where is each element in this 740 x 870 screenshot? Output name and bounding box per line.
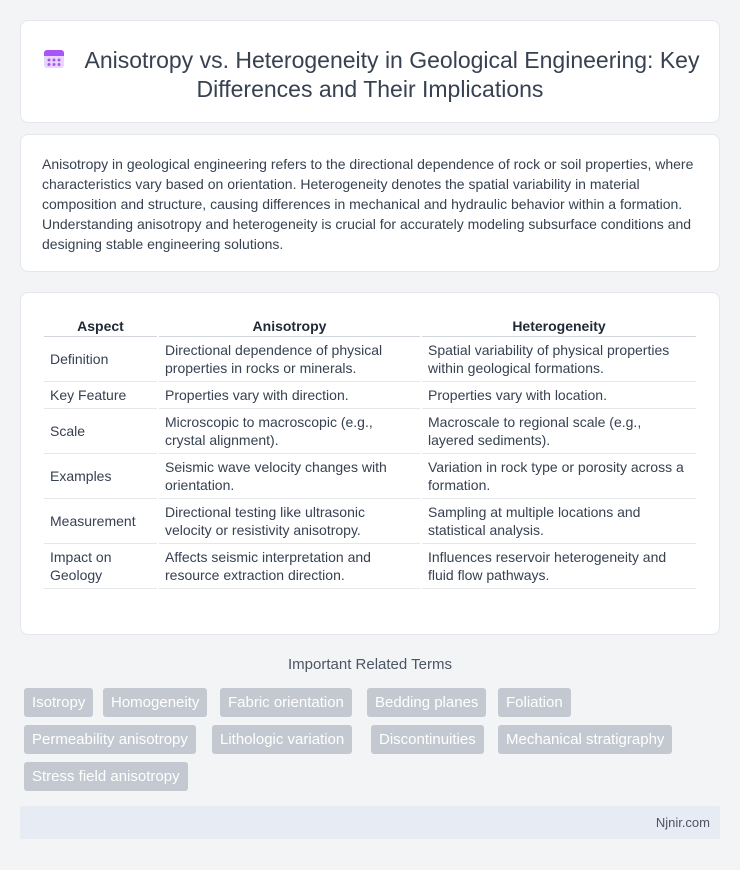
tag-fabric-orientation[interactable]: Fabric orientation <box>220 688 352 717</box>
intro-paragraph: Anisotropy in geological engineering refers to the directional dependence of rock or soil properties, where characteristics vary based on orientation. Heterogeneity denotes the spatial variability in material composition and structure, causing differences in mechanical and hydraulic behavior within a formation. Understanding anisotropy and heterogeneity is crucial for accurately modeling subsurface conditions and designing stable engineering solutions. <box>42 156 694 252</box>
table-row <box>44 337 696 382</box>
tag-bedding-planes[interactable]: Bedding planes <box>367 688 486 717</box>
table-row <box>44 544 696 589</box>
header-heterogeneity: Heterogeneity <box>422 315 696 337</box>
table-row <box>44 499 696 544</box>
tag-stress-field-anisotropy[interactable]: Stress field anisotropy <box>24 762 188 791</box>
tag-foliation[interactable]: Foliation <box>498 688 571 717</box>
table-header-row <box>44 315 696 337</box>
table-cell: Affects seismic interpretation and resource extraction direction. <box>159 544 420 589</box>
table-cell: Influences reservoir heterogeneity and fluid flow pathways. <box>422 544 696 589</box>
tag-isotropy[interactable]: Isotropy <box>24 688 93 717</box>
tag-lithologic-variation[interactable]: Lithologic variation <box>212 725 352 754</box>
tag-mechanical-stratigraphy[interactable]: Mechanical stratigraphy <box>498 725 672 754</box>
table-cell: Microscopic to macroscopic (e.g., crystal alignment). <box>159 409 420 454</box>
table-cell: Directional testing like ultrasonic velocity or resistivity anisotropy. <box>159 499 420 544</box>
table-row <box>44 409 696 454</box>
intro-card <box>20 134 720 272</box>
table-cell: Properties vary with location. <box>422 382 696 409</box>
table-cell: Key Feature <box>44 382 157 409</box>
table-row <box>44 382 696 409</box>
calendar-icon <box>41 45 67 71</box>
header-anisotropy: Anisotropy <box>159 315 420 337</box>
tag-discontinuities[interactable]: Discontinuities <box>371 725 484 754</box>
table-cell: Examples <box>44 454 157 499</box>
comparison-table-card <box>20 292 720 635</box>
related-terms-title: Important Related Terms <box>288 656 452 673</box>
table-cell: Measurement <box>44 499 157 544</box>
table-cell: Directional dependence of physical properties in rocks or minerals. <box>159 337 420 382</box>
comparison-table <box>42 315 698 589</box>
table-cell: Impact on Geology <box>44 544 157 589</box>
tag-homogeneity[interactable]: Homogeneity <box>103 688 207 717</box>
table-cell: Seismic wave velocity changes with orientation. <box>159 454 420 499</box>
footer-site-link[interactable]: Njnir.com <box>655 815 710 830</box>
table-cell: Sampling at multiple locations and statistical analysis. <box>422 499 696 544</box>
table-row <box>44 454 696 499</box>
page-title: Anisotropy vs. Heterogeneity in Geological Engineering: Key Differences and Their Implications <box>84 47 700 102</box>
table-cell: Scale <box>44 409 157 454</box>
header-aspect: Aspect <box>44 315 157 337</box>
table-cell: Variation in rock type or porosity across a formation. <box>422 454 696 499</box>
footer <box>20 806 720 839</box>
table-cell: Spatial variability of physical properties within geological formations. <box>422 337 696 382</box>
table-cell: Definition <box>44 337 157 382</box>
table-cell: Macroscale to regional scale (e.g., layered sediments). <box>422 409 696 454</box>
title-card <box>20 20 720 123</box>
table-cell: Properties vary with direction. <box>159 382 420 409</box>
tag-permeability-anisotropy[interactable]: Permeability anisotropy <box>24 725 196 754</box>
